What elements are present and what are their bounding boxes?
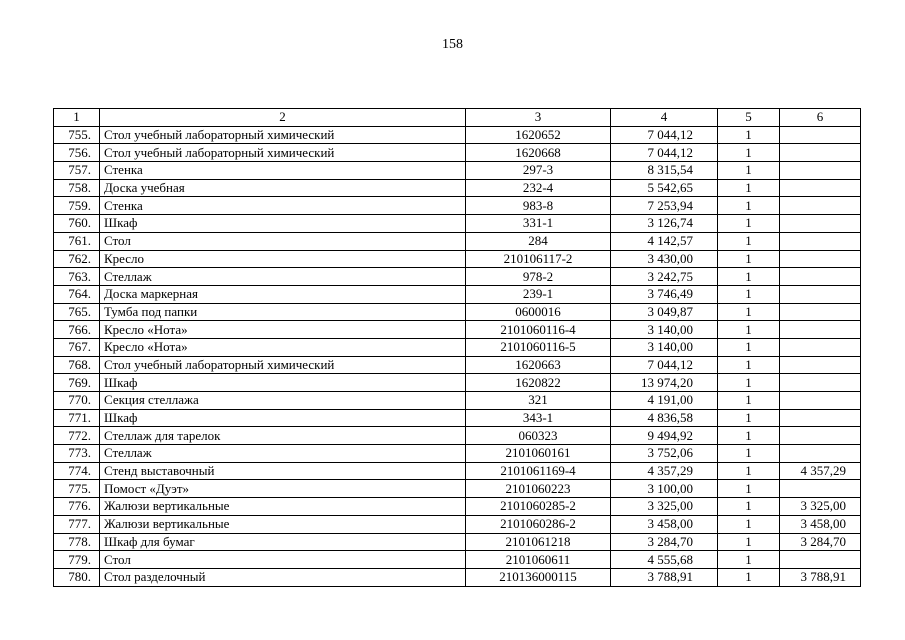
price-cell: 3 284,70: [611, 533, 718, 551]
table-row: [54, 374, 861, 392]
item-name-cell: Жалюзи вертикальные: [100, 498, 466, 516]
amount-cell: [780, 303, 861, 321]
inventory-number-cell: 284: [466, 232, 611, 250]
row-number-cell: 767.: [54, 338, 100, 356]
quantity-cell: 1: [718, 303, 780, 321]
amount-cell: [780, 144, 861, 162]
price-cell: 4 836,58: [611, 409, 718, 427]
item-name-cell: Помост «Дуэт»: [100, 480, 466, 498]
item-name-cell: Стенка: [100, 162, 466, 180]
amount-cell: [780, 427, 861, 445]
item-name-cell: Кресло: [100, 250, 466, 268]
amount-cell: [780, 179, 861, 197]
amount-cell: [780, 126, 861, 144]
amount-cell: [780, 321, 861, 339]
row-number-cell: 757.: [54, 162, 100, 180]
table-row: [54, 215, 861, 233]
amount-cell: [780, 356, 861, 374]
quantity-cell: 1: [718, 215, 780, 233]
quantity-cell: 1: [718, 321, 780, 339]
table-row: [54, 250, 861, 268]
quantity-cell: 1: [718, 144, 780, 162]
table-row: [54, 551, 861, 569]
table-row: [54, 197, 861, 215]
table-row: [54, 303, 861, 321]
price-cell: 3 049,87: [611, 303, 718, 321]
row-number-cell: 778.: [54, 533, 100, 551]
row-number-cell: 777.: [54, 515, 100, 533]
price-cell: 9 494,92: [611, 427, 718, 445]
row-number-cell: 760.: [54, 215, 100, 233]
item-name-cell: Шкаф для бумаг: [100, 533, 466, 551]
amount-cell: 3 458,00: [780, 515, 861, 533]
inventory-number-cell: 331-1: [466, 215, 611, 233]
amount-cell: 3 788,91: [780, 568, 861, 586]
inventory-number-cell: 1620668: [466, 144, 611, 162]
price-cell: 13 974,20: [611, 374, 718, 392]
table-row: [54, 462, 861, 480]
inventory-number-cell: 0600016: [466, 303, 611, 321]
inventory-number-cell: 978-2: [466, 268, 611, 286]
row-number-cell: 768.: [54, 356, 100, 374]
price-cell: 3 746,49: [611, 285, 718, 303]
price-cell: 7 044,12: [611, 144, 718, 162]
price-cell: 5 542,65: [611, 179, 718, 197]
price-cell: 8 315,54: [611, 162, 718, 180]
table-row: [54, 498, 861, 516]
amount-cell: [780, 392, 861, 410]
header-cell-3: 3: [466, 109, 611, 127]
item-name-cell: Кресло «Нота»: [100, 338, 466, 356]
quantity-cell: 1: [718, 179, 780, 197]
item-name-cell: Шкаф: [100, 409, 466, 427]
table-row: [54, 568, 861, 586]
inventory-number-cell: 210136000115: [466, 568, 611, 586]
inventory-number-cell: 2101061169-4: [466, 462, 611, 480]
table-row: [54, 126, 861, 144]
item-name-cell: Стол учебный лабораторный химический: [100, 356, 466, 374]
inventory-number-cell: 983-8: [466, 197, 611, 215]
quantity-cell: 1: [718, 338, 780, 356]
item-name-cell: Стеллаж: [100, 445, 466, 463]
inventory-number-cell: 060323: [466, 427, 611, 445]
price-cell: 3 242,75: [611, 268, 718, 286]
quantity-cell: 1: [718, 498, 780, 516]
quantity-cell: 1: [718, 232, 780, 250]
inventory-number-cell: 2101060116-5: [466, 338, 611, 356]
table-row: [54, 285, 861, 303]
quantity-cell: 1: [718, 197, 780, 215]
row-number-cell: 762.: [54, 250, 100, 268]
price-cell: 7 044,12: [611, 356, 718, 374]
amount-cell: 3 284,70: [780, 533, 861, 551]
inventory-table: [53, 108, 861, 587]
row-number-cell: 776.: [54, 498, 100, 516]
quantity-cell: 1: [718, 392, 780, 410]
item-name-cell: Шкаф: [100, 215, 466, 233]
item-name-cell: Стенка: [100, 197, 466, 215]
amount-cell: [780, 250, 861, 268]
quantity-cell: 1: [718, 462, 780, 480]
row-number-cell: 774.: [54, 462, 100, 480]
inventory-number-cell: 1620822: [466, 374, 611, 392]
quantity-cell: 1: [718, 285, 780, 303]
row-number-cell: 773.: [54, 445, 100, 463]
amount-cell: [780, 162, 861, 180]
price-cell: 3 325,00: [611, 498, 718, 516]
inventory-number-cell: 210106117-2: [466, 250, 611, 268]
table-header-row: [54, 109, 861, 127]
item-name-cell: Кресло «Нота»: [100, 321, 466, 339]
amount-cell: [780, 215, 861, 233]
inventory-number-cell: 2101060161: [466, 445, 611, 463]
item-name-cell: Стенд выставочный: [100, 462, 466, 480]
quantity-cell: 1: [718, 250, 780, 268]
price-cell: 3 430,00: [611, 250, 718, 268]
item-name-cell: Стол: [100, 551, 466, 569]
row-number-cell: 779.: [54, 551, 100, 569]
inventory-number-cell: 239-1: [466, 285, 611, 303]
price-cell: 4 357,29: [611, 462, 718, 480]
quantity-cell: 1: [718, 409, 780, 427]
price-cell: 3 100,00: [611, 480, 718, 498]
row-number-cell: 769.: [54, 374, 100, 392]
item-name-cell: Доска учебная: [100, 179, 466, 197]
row-number-cell: 771.: [54, 409, 100, 427]
header-cell-4: 4: [611, 109, 718, 127]
table-row: [54, 480, 861, 498]
item-name-cell: Стол разделочный: [100, 568, 466, 586]
item-name-cell: Секция стеллажа: [100, 392, 466, 410]
quantity-cell: 1: [718, 551, 780, 569]
quantity-cell: 1: [718, 374, 780, 392]
amount-cell: [780, 197, 861, 215]
amount-cell: [780, 409, 861, 427]
row-number-cell: 761.: [54, 232, 100, 250]
amount-cell: [780, 551, 861, 569]
table-row: [54, 338, 861, 356]
amount-cell: [780, 285, 861, 303]
row-number-cell: 766.: [54, 321, 100, 339]
price-cell: 3 140,00: [611, 321, 718, 339]
amount-cell: [780, 374, 861, 392]
quantity-cell: 1: [718, 515, 780, 533]
item-name-cell: Стол учебный лабораторный химический: [100, 144, 466, 162]
table-row: [54, 392, 861, 410]
amount-cell: 3 325,00: [780, 498, 861, 516]
item-name-cell: Стол учебный лабораторный химический: [100, 126, 466, 144]
row-number-cell: 780.: [54, 568, 100, 586]
inventory-number-cell: 232-4: [466, 179, 611, 197]
quantity-cell: 1: [718, 480, 780, 498]
item-name-cell: Доска маркерная: [100, 285, 466, 303]
page-number: 158: [442, 37, 463, 52]
row-number-cell: 775.: [54, 480, 100, 498]
price-cell: 4 555,68: [611, 551, 718, 569]
table-row: [54, 356, 861, 374]
inventory-number-cell: 2101060286-2: [466, 515, 611, 533]
row-number-cell: 758.: [54, 179, 100, 197]
item-name-cell: Жалюзи вертикальные: [100, 515, 466, 533]
table-row: [54, 162, 861, 180]
item-name-cell: Стол: [100, 232, 466, 250]
amount-cell: [780, 338, 861, 356]
quantity-cell: 1: [718, 268, 780, 286]
inventory-number-cell: 2101060611: [466, 551, 611, 569]
inventory-number-cell: 2101060223: [466, 480, 611, 498]
quantity-cell: 1: [718, 568, 780, 586]
row-number-cell: 772.: [54, 427, 100, 445]
table-row: [54, 427, 861, 445]
amount-cell: [780, 480, 861, 498]
table-row: [54, 144, 861, 162]
quantity-cell: 1: [718, 533, 780, 551]
price-cell: 3 140,00: [611, 338, 718, 356]
amount-cell: [780, 268, 861, 286]
inventory-number-cell: 1620663: [466, 356, 611, 374]
row-number-cell: 763.: [54, 268, 100, 286]
inventory-number-cell: 2101060285-2: [466, 498, 611, 516]
row-number-cell: 756.: [54, 144, 100, 162]
row-number-cell: 765.: [54, 303, 100, 321]
inventory-number-cell: 343-1: [466, 409, 611, 427]
row-number-cell: 764.: [54, 285, 100, 303]
table-row: [54, 515, 861, 533]
quantity-cell: 1: [718, 356, 780, 374]
header-cell-6: 6: [780, 109, 861, 127]
table-row: [54, 268, 861, 286]
price-cell: 3 458,00: [611, 515, 718, 533]
quantity-cell: 1: [718, 427, 780, 445]
quantity-cell: 1: [718, 162, 780, 180]
row-number-cell: 770.: [54, 392, 100, 410]
inventory-number-cell: 321: [466, 392, 611, 410]
item-name-cell: Тумба под папки: [100, 303, 466, 321]
item-name-cell: Стеллаж: [100, 268, 466, 286]
header-cell-1: 1: [54, 109, 100, 127]
price-cell: 7 253,94: [611, 197, 718, 215]
header-cell-5: 5: [718, 109, 780, 127]
inventory-number-cell: 1620652: [466, 126, 611, 144]
amount-cell: 4 357,29: [780, 462, 861, 480]
inventory-number-cell: 297-3: [466, 162, 611, 180]
price-cell: 7 044,12: [611, 126, 718, 144]
inventory-number-cell: 2101060116-4: [466, 321, 611, 339]
row-number-cell: 755.: [54, 126, 100, 144]
header-cell-2: 2: [100, 109, 466, 127]
quantity-cell: 1: [718, 445, 780, 463]
inventory-number-cell: 2101061218: [466, 533, 611, 551]
price-cell: 4 142,57: [611, 232, 718, 250]
amount-cell: [780, 445, 861, 463]
item-name-cell: Шкаф: [100, 374, 466, 392]
amount-cell: [780, 232, 861, 250]
table-row: [54, 232, 861, 250]
table-row: [54, 533, 861, 551]
table-row: [54, 179, 861, 197]
price-cell: 3 126,74: [611, 215, 718, 233]
quantity-cell: 1: [718, 126, 780, 144]
table-row: [54, 445, 861, 463]
table-row: [54, 321, 861, 339]
item-name-cell: Стеллаж для тарелок: [100, 427, 466, 445]
price-cell: 3 752,06: [611, 445, 718, 463]
price-cell: 3 788,91: [611, 568, 718, 586]
row-number-cell: 759.: [54, 197, 100, 215]
table-row: [54, 409, 861, 427]
price-cell: 4 191,00: [611, 392, 718, 410]
